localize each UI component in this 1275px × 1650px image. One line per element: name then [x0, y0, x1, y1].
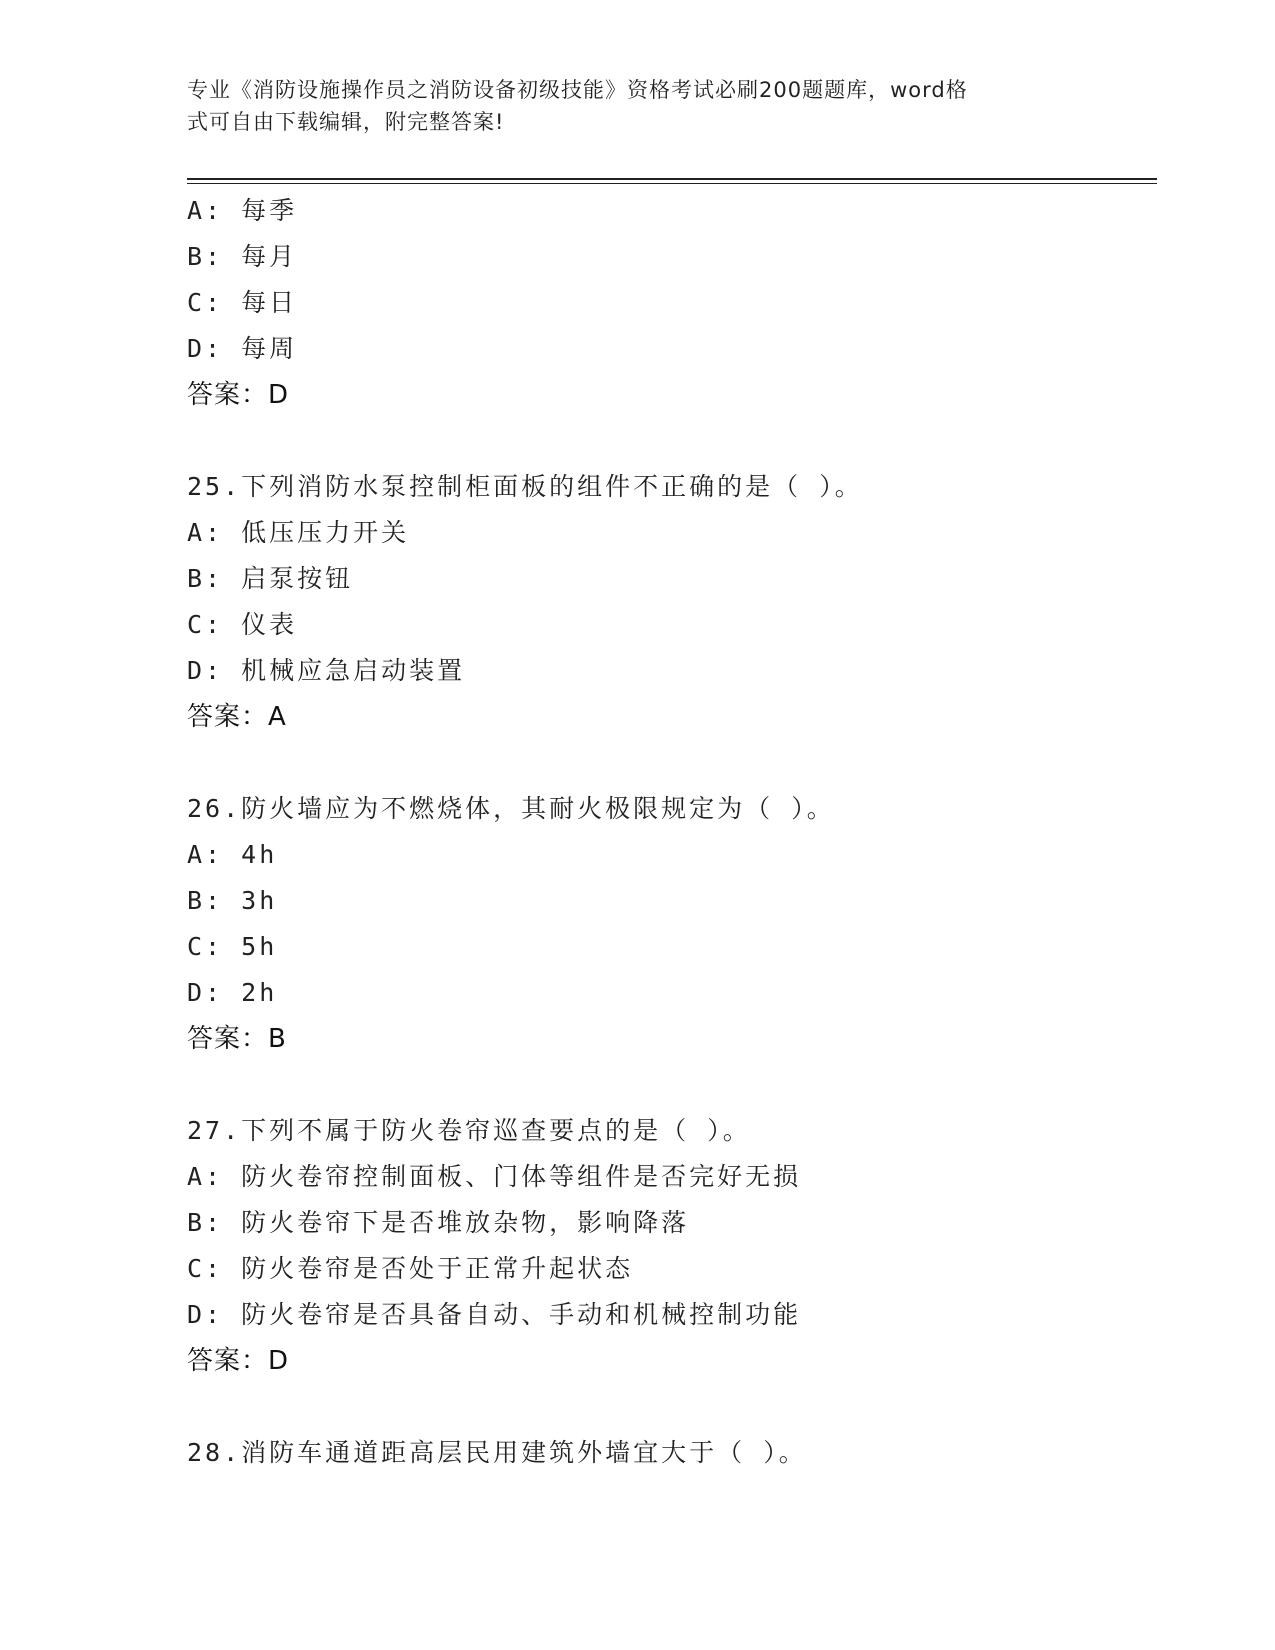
option-b: B: 每月	[187, 242, 298, 271]
option-d: D: 机械应急启动装置	[187, 656, 466, 685]
spacer	[187, 740, 1157, 786]
question-28	[187, 1430, 1157, 1476]
question-list	[187, 188, 1157, 1476]
question-text: 25.下列消防水泵控制柜面板的组件不正确的是（ ）。	[187, 472, 863, 501]
answer-line: 答案：D	[187, 1346, 290, 1376]
question-text: 28.消防车通道距高层民用建筑外墙宜大于（ ）。	[187, 1438, 807, 1467]
spacer	[187, 1384, 1157, 1430]
option-a: A: 每季	[187, 196, 298, 225]
question-25	[187, 464, 1157, 740]
option-b: B: 3h	[187, 886, 278, 915]
option-b: B: 启泵按钮	[187, 564, 354, 593]
header-divider-thin	[187, 183, 1157, 184]
spacer	[187, 1062, 1157, 1108]
question-27	[187, 1108, 1157, 1384]
option-d: D: 每周	[187, 334, 298, 363]
header-line-1: 专业《消防设施操作员之消防设备初级技能》资格考试必刷200题题库，word格	[187, 78, 968, 102]
question-text: 26.防火墙应为不燃烧体，其耐火极限规定为（ ）。	[187, 794, 835, 823]
option-c: C: 仪表	[187, 610, 298, 639]
answer-line: 答案：B	[187, 1024, 287, 1054]
answer-line: 答案：D	[187, 380, 290, 410]
option-d: D: 2h	[187, 978, 278, 1007]
option-a: A: 防火卷帘控制面板、门体等组件是否完好无损	[187, 1162, 802, 1191]
option-d: D: 防火卷帘是否具备自动、手动和机械控制功能	[187, 1300, 802, 1329]
question-text: 27.下列不属于防火卷帘巡查要点的是（ ）。	[187, 1116, 751, 1145]
option-a: A: 低压压力开关	[187, 518, 410, 547]
document-header	[187, 74, 1067, 138]
option-c: C: 5h	[187, 932, 278, 961]
header-line-2: 式可自由下载编辑，附完整答案!	[187, 110, 505, 134]
answer-line: 答案：A	[187, 702, 287, 732]
option-c: C: 防火卷帘是否处于正常升起状态	[187, 1254, 634, 1283]
spacer	[187, 418, 1157, 464]
option-b: B: 防火卷帘下是否堆放杂物，影响降落	[187, 1208, 690, 1237]
carryover-question	[187, 188, 1157, 418]
option-a: A: 4h	[187, 840, 278, 869]
header-divider-thick	[187, 178, 1157, 180]
option-c: C: 每日	[187, 288, 298, 317]
question-26	[187, 786, 1157, 1062]
